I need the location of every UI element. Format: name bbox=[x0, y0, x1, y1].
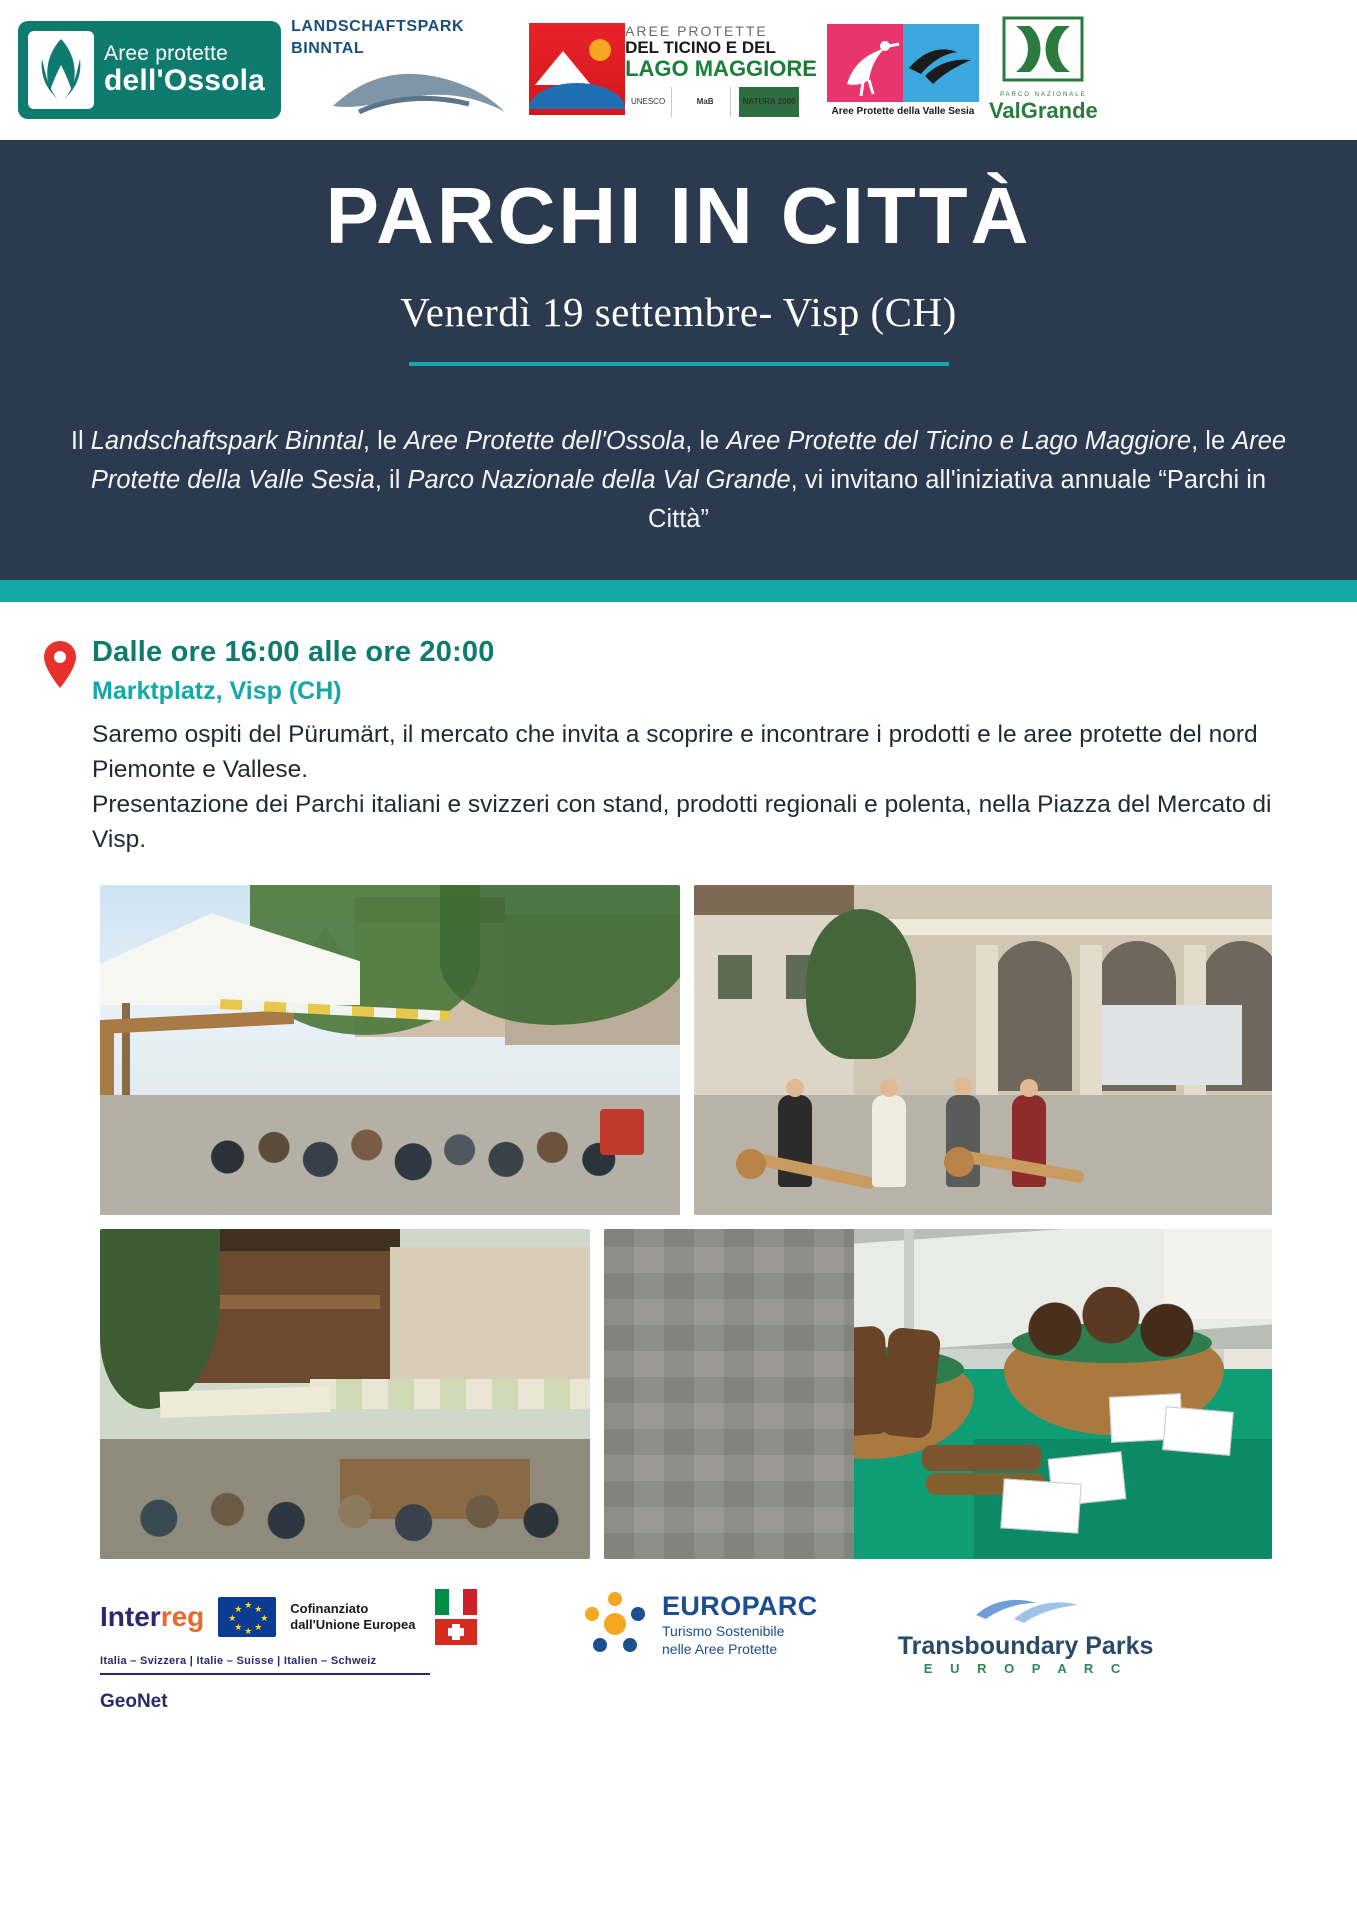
intro-paragraph: Il Landschaftspark Binntal, le Aree Protette dell'Ossola, le Aree Protette del Ticino e Lago Maggiore, le Aree Protette della Valle Sesia, il Parco Nazionale della Val Grande, vi invitano all'iniziativa annuale “Parchi in Città” bbox=[70, 427, 1287, 533]
geonet-label: GeoNet bbox=[100, 1691, 168, 1713]
interreg-wordmark bbox=[100, 1601, 204, 1633]
stork-icon bbox=[827, 24, 903, 102]
interreg-logo bbox=[100, 1589, 480, 1713]
switzerland-flag-icon bbox=[435, 1619, 477, 1645]
accent-band bbox=[0, 580, 1357, 602]
event-place: Marktplatz, Visp (CH) bbox=[92, 677, 342, 706]
valgrande-mark-icon bbox=[1002, 16, 1084, 92]
unesco-chip: UNESCO bbox=[625, 87, 672, 117]
mab-chip: MaB bbox=[680, 87, 731, 117]
logo-valgrande-line1: PARCO NAZIONALE bbox=[1000, 92, 1087, 98]
logo-parco-nazionale-valgrande bbox=[989, 11, 1098, 129]
logo-aree-protette-valle-sesia bbox=[827, 11, 979, 129]
logo-binntal-line2: BINNTAL bbox=[291, 39, 365, 57]
event-date-location: Venerdì 19 settembre- Visp (CH) bbox=[400, 289, 957, 335]
event-time: Dalle ore 16:00 alle ore 20:00 bbox=[92, 636, 495, 669]
photo-market-tents bbox=[100, 885, 680, 1215]
logo-aree-protette-ossola bbox=[18, 11, 281, 129]
map-pin-icon bbox=[42, 640, 78, 857]
logo-ossola-line1: Aree protette bbox=[104, 42, 229, 66]
footer-logos bbox=[0, 1581, 1357, 1729]
photo-gallery bbox=[0, 885, 1357, 1559]
eu-cofunding-text: Cofinanziato dall'Unione Europea bbox=[290, 1601, 416, 1633]
event-description: Saremo ospiti del Pürumärt, il mercato che invita a scoprire e incontrare i prodotti e le aree protette del nord Piemonte e Vallese. Presentazione dei Parchi italiani e svizzeri con stand, prodotti regionali e polenta, nella Piazza del Mercato di Visp. bbox=[92, 721, 1272, 853]
interreg-languages: Italia – Svizzera | Italie – Suisse | Italien – Schweiz bbox=[100, 1655, 377, 1668]
interreg-word-prefix: Inter bbox=[100, 1601, 161, 1633]
interreg-rule bbox=[100, 1673, 430, 1675]
page-title: PARCHI IN CITTÀ bbox=[325, 171, 1032, 260]
event-block bbox=[0, 636, 1357, 857]
ticino-mark-icon bbox=[529, 23, 625, 115]
eu-flag-icon: ★ ★ ★ ★ ★ ★ ★ ★ bbox=[218, 1597, 276, 1637]
binntal-swoosh-icon bbox=[329, 62, 509, 123]
logo-ticino-line1: AREE PROTETTE bbox=[625, 23, 768, 40]
logo-ticino-line2: DEL TICINO E DEL bbox=[625, 38, 776, 58]
photo-chalet-market bbox=[100, 1229, 590, 1559]
europarc-subtitle: Turismo Sostenibile nelle Aree Protette bbox=[662, 1622, 785, 1657]
divider bbox=[409, 362, 949, 366]
interreg-word-suffix: reg bbox=[160, 1601, 205, 1633]
bird-flying-icon bbox=[903, 24, 979, 102]
logo-aree-protette-ticino-lago-maggiore bbox=[529, 11, 817, 129]
europarc-mark-icon bbox=[580, 1589, 650, 1659]
hero-section bbox=[0, 140, 1357, 580]
italy-flag-icon bbox=[435, 1589, 477, 1615]
photo-bread-stand bbox=[604, 1229, 1272, 1559]
logo-landschaftspark-binntal bbox=[291, 11, 519, 129]
europarc-logo bbox=[580, 1589, 818, 1659]
transboundary-title: Transboundary Parks bbox=[897, 1632, 1154, 1661]
europarc-title: EUROPARC bbox=[662, 1590, 818, 1621]
logo-ticino-line3: LAGO MAGGIORE bbox=[625, 56, 817, 82]
partner-logo-bar bbox=[0, 0, 1357, 140]
main-content bbox=[0, 602, 1357, 1729]
transboundary-subtitle: E U R O P A R C bbox=[923, 1661, 1128, 1677]
logo-sesia-caption: Aree Protette della Valle Sesia bbox=[831, 105, 975, 117]
transboundary-parks-logo bbox=[898, 1589, 1154, 1676]
leaf-icon bbox=[28, 31, 94, 109]
natura2000-chip: NATURA 2000 bbox=[739, 87, 799, 117]
transboundary-birds-icon bbox=[966, 1589, 1086, 1632]
logo-binntal-line1: LANDSCHAFTSPARK bbox=[291, 17, 465, 35]
logo-ossola-line2: dell'Ossola bbox=[104, 64, 266, 98]
logo-valgrande-line2: ValGrande bbox=[988, 98, 1098, 123]
photo-alphorn-players bbox=[694, 885, 1272, 1215]
